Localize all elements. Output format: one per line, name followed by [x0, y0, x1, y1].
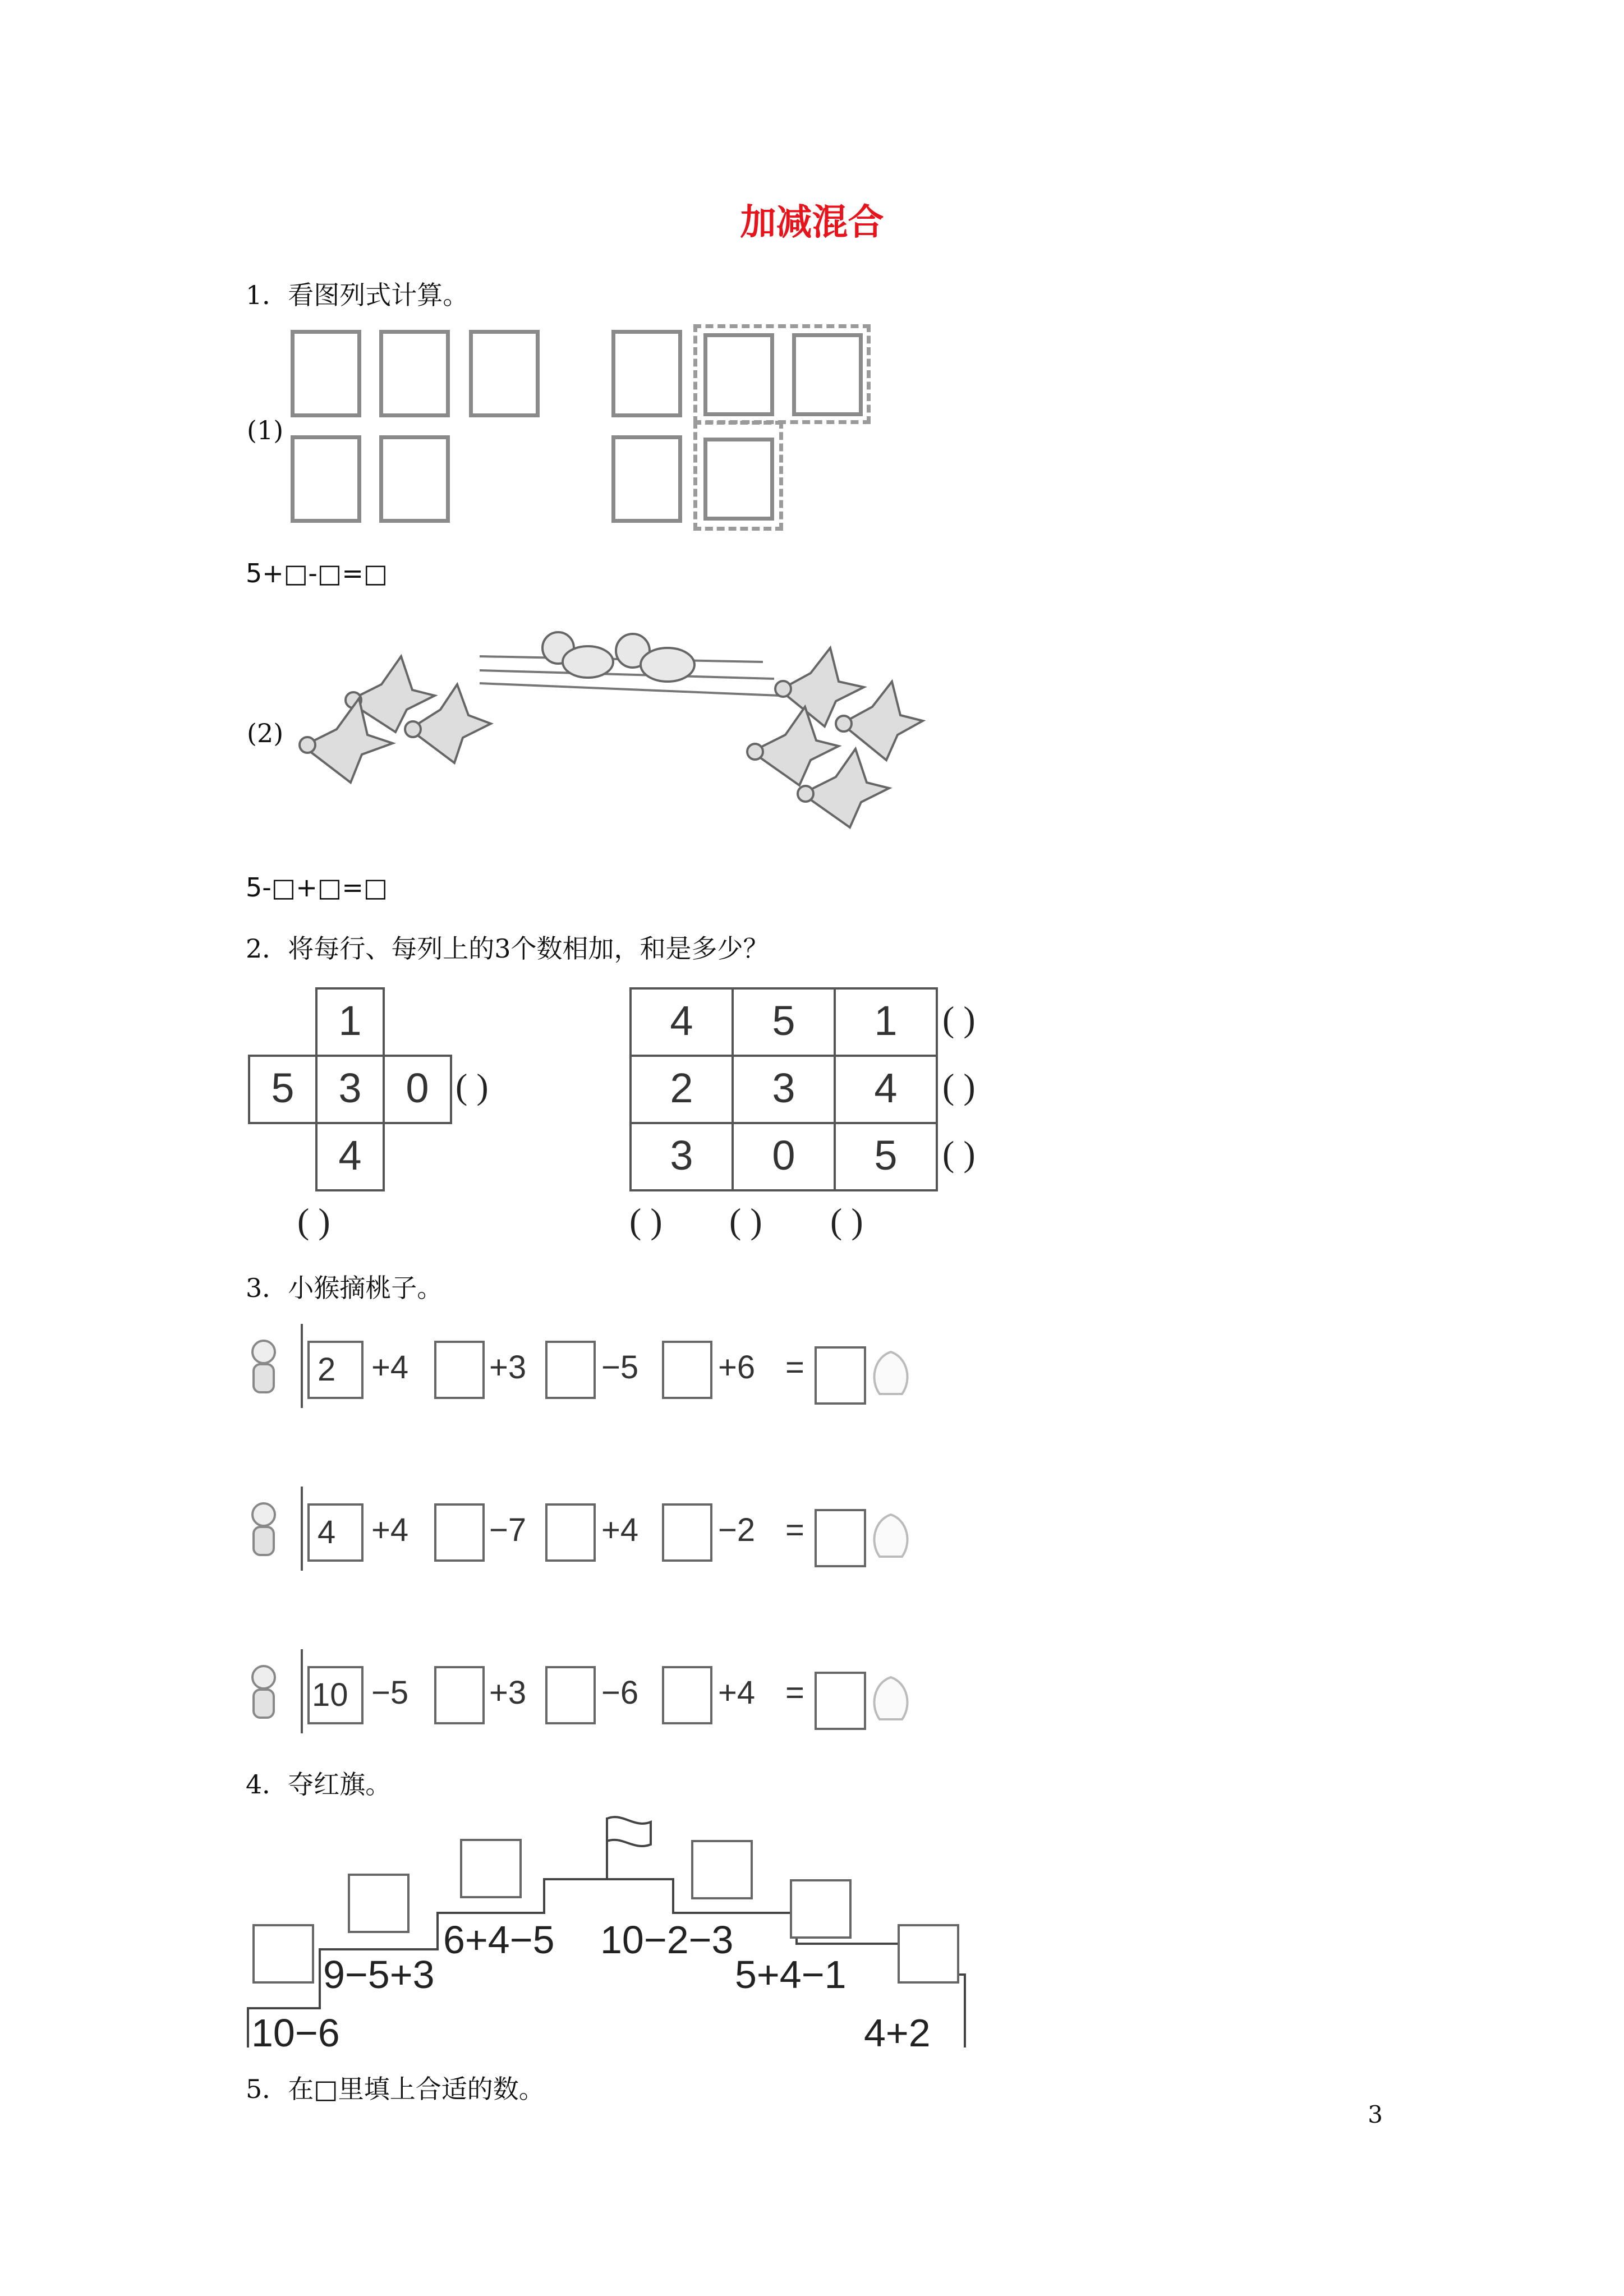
bird-icon — [542, 632, 613, 678]
monkey-chain-row: 2 +4 +3 −5 +6 = — [247, 1324, 909, 1414]
grid-cell: 5 — [834, 1122, 938, 1191]
q1-prompt: 1．看图列式计算。 — [246, 280, 469, 310]
cross-cell: 5 — [248, 1055, 318, 1124]
answer-box[interactable] — [898, 1924, 959, 1984]
grid-cell: 4 — [834, 1055, 938, 1124]
answer-box[interactable] — [434, 1666, 485, 1724]
answer-paren[interactable]: ( ) — [830, 1201, 863, 1241]
square-shape — [792, 333, 863, 416]
answer-box[interactable] — [662, 1666, 712, 1724]
grid-cell: 1 — [834, 987, 938, 1057]
expression: 10−6 — [251, 2011, 340, 2055]
pole — [301, 1487, 303, 1571]
answer-box[interactable] — [348, 1874, 410, 1933]
monkey-icon — [247, 1660, 280, 1722]
monkey-chain-row: 10 −5 +3 −6 +4 = — [247, 1649, 909, 1739]
answer-paren[interactable]: ( ) — [729, 1201, 762, 1241]
answer-box[interactable] — [662, 1503, 712, 1562]
answer-box[interactable] — [691, 1840, 753, 1899]
pole — [301, 1324, 303, 1408]
grid-cell: 3 — [629, 1122, 734, 1191]
square-shape — [469, 330, 540, 417]
page-title: 加减混合 — [740, 202, 884, 243]
square-shape — [291, 435, 361, 523]
square-shape — [703, 333, 774, 416]
birds-illustration — [280, 595, 931, 864]
answer-paren[interactable]: ( ) — [297, 1201, 330, 1241]
q1-part1-equation: 5+□-□=□ — [246, 558, 388, 588]
q1-part2-equation: 5-□+□=□ — [246, 872, 388, 903]
start-box: 2 — [307, 1341, 364, 1399]
start-box: 10 — [307, 1666, 364, 1724]
pole — [301, 1649, 303, 1733]
q5-prompt: 5．在□里填上合适的数。 — [246, 2074, 545, 2104]
expression: 6+4−5 — [443, 1918, 555, 1962]
monkey-chain-row: 4 +4 −7 +4 −2 = — [247, 1487, 909, 1576]
page-number: 3 — [1368, 2101, 1383, 2128]
answer-paren[interactable]: ( ) — [629, 1201, 663, 1241]
expression: 4+2 — [864, 2011, 931, 2055]
cross-cell: 3 — [315, 1055, 385, 1124]
answer-box[interactable] — [252, 1924, 314, 1984]
answer-box[interactable] — [545, 1666, 596, 1724]
grid-cell: 3 — [732, 1055, 836, 1124]
answer-box[interactable] — [662, 1341, 712, 1399]
cross-cell: 4 — [315, 1122, 385, 1191]
square-shape — [379, 330, 450, 417]
cross-cell: 1 — [315, 987, 385, 1057]
answer-box[interactable] — [545, 1503, 596, 1562]
answer-box[interactable] — [434, 1341, 485, 1399]
square-shape — [703, 438, 774, 521]
result-box[interactable] — [815, 1672, 866, 1730]
grid-cell: 4 — [629, 987, 734, 1057]
q4-prompt: 4．夺红旗。 — [246, 1769, 392, 1800]
expression: 9−5+3 — [323, 1953, 435, 1996]
answer-paren[interactable]: ( ) — [942, 999, 976, 1039]
grid-cell: 0 — [732, 1122, 836, 1191]
monkey-icon — [247, 1335, 280, 1397]
answer-paren[interactable]: ( ) — [942, 1134, 976, 1174]
answer-box[interactable] — [434, 1503, 485, 1562]
expression: 10−2−3 — [600, 1918, 734, 1962]
q2-prompt: 2．将每行、每列上的3个数相加，和是多少？ — [246, 933, 769, 964]
result-box[interactable] — [815, 1346, 866, 1405]
q1-part2-label: (2) — [247, 718, 284, 748]
bird-icon — [775, 648, 864, 726]
square-shape — [291, 330, 361, 417]
grid-cell: 5 — [732, 987, 836, 1057]
answer-box[interactable] — [460, 1839, 522, 1898]
grid-cell: 2 — [629, 1055, 734, 1124]
peach-icon — [868, 1509, 913, 1567]
answer-paren[interactable]: ( ) — [456, 1066, 489, 1106]
answer-paren[interactable]: ( ) — [942, 1066, 976, 1106]
flag-icon — [607, 1817, 651, 1846]
q3-prompt: 3．小猴摘桃子。 — [246, 1273, 443, 1303]
monkey-icon — [247, 1498, 280, 1559]
start-box: 4 — [307, 1503, 364, 1562]
peach-icon — [868, 1672, 913, 1730]
square-shape — [379, 435, 450, 523]
expression: 5+4−1 — [735, 1953, 846, 1996]
answer-box[interactable] — [545, 1341, 596, 1399]
q1-part1-label: (1) — [247, 415, 284, 445]
peach-icon — [868, 1346, 913, 1405]
square-shape — [611, 435, 682, 523]
cross-cell: 0 — [383, 1055, 452, 1124]
square-shape — [611, 330, 682, 417]
result-box[interactable] — [815, 1509, 866, 1567]
answer-box[interactable] — [790, 1879, 852, 1939]
